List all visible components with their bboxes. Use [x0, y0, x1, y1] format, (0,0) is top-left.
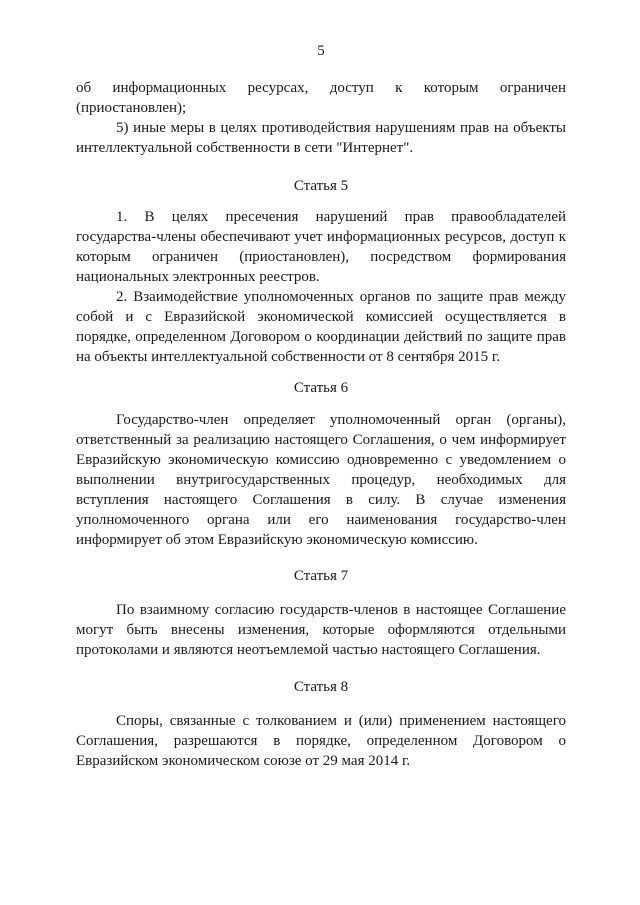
paragraph-article-7: По взаимному согласию государств-членов в настоящее Соглашение могут быть внесены изменения, которые оформляются отдельными протоколами и являются неотъемлемой частью настоящего Соглашения. — [76, 602, 566, 658]
article-7-body — [76, 600, 566, 660]
article-6-heading-block — [76, 378, 566, 398]
article-7-heading-block — [76, 566, 566, 586]
paragraph-article-5-part-2: 2. Взаимодействие уполномоченных органов по защите прав между собой и с Евразийской экономической комиссией осуществляется в порядке, определенном Договором о координации действий по защите прав на объекты интеллектуальной собственности от 8 сентября 2015 г. — [76, 289, 566, 365]
article-5-body — [76, 207, 566, 367]
paragraph-article-6: Государство-член определяет уполномоченный орган (органы), ответственный за реализацию настоящего Соглашения, о чем информирует Евразийскую экономическую комиссию одновременно с уведомлением о выполнении внутригосударственных процедур, необходимых для вступления настоящего Соглашения в силу. В случае изменения уполномоченного органа или его наименования государство-член информирует об этом Евразийскую экономическую комиссию. — [76, 412, 566, 548]
article-heading: Статья 6 — [293, 380, 349, 396]
paragraph-article-8: Споры, связанные с толкованием и (или) применением настоящего Соглашения, разрешаются в порядке, определенном Договором о Евразийском экономическом союзе от 29 мая 2014 г. — [76, 713, 566, 769]
paragraph-continuation: об информационных ресурсах, доступ к которым ограничен (приостановлен); — [76, 80, 566, 116]
article-6-body — [76, 410, 566, 550]
article-5-heading-block — [76, 176, 566, 196]
paragraph-item-5: 5) иные меры в целях противодействия нарушениям прав на объекты интеллектуальной собственности в сети "Интернет". — [76, 120, 566, 156]
article-8-body — [76, 711, 566, 771]
article-heading: Статья 7 — [293, 568, 349, 584]
article-heading: Статья 8 — [293, 679, 349, 695]
paragraph-article-5-part-1: 1. В целях пресечения нарушений прав правообладателей государства-члены обеспечивают учет информационных ресурсов, доступ к которым ограничен (приостановлен), посредством формирования национальных электронных реестров. — [76, 209, 566, 285]
article-8-heading-block — [76, 677, 566, 697]
page-number: 5 — [317, 43, 325, 59]
article-heading: Статья 5 — [293, 178, 349, 194]
continuation-text — [76, 78, 566, 158]
